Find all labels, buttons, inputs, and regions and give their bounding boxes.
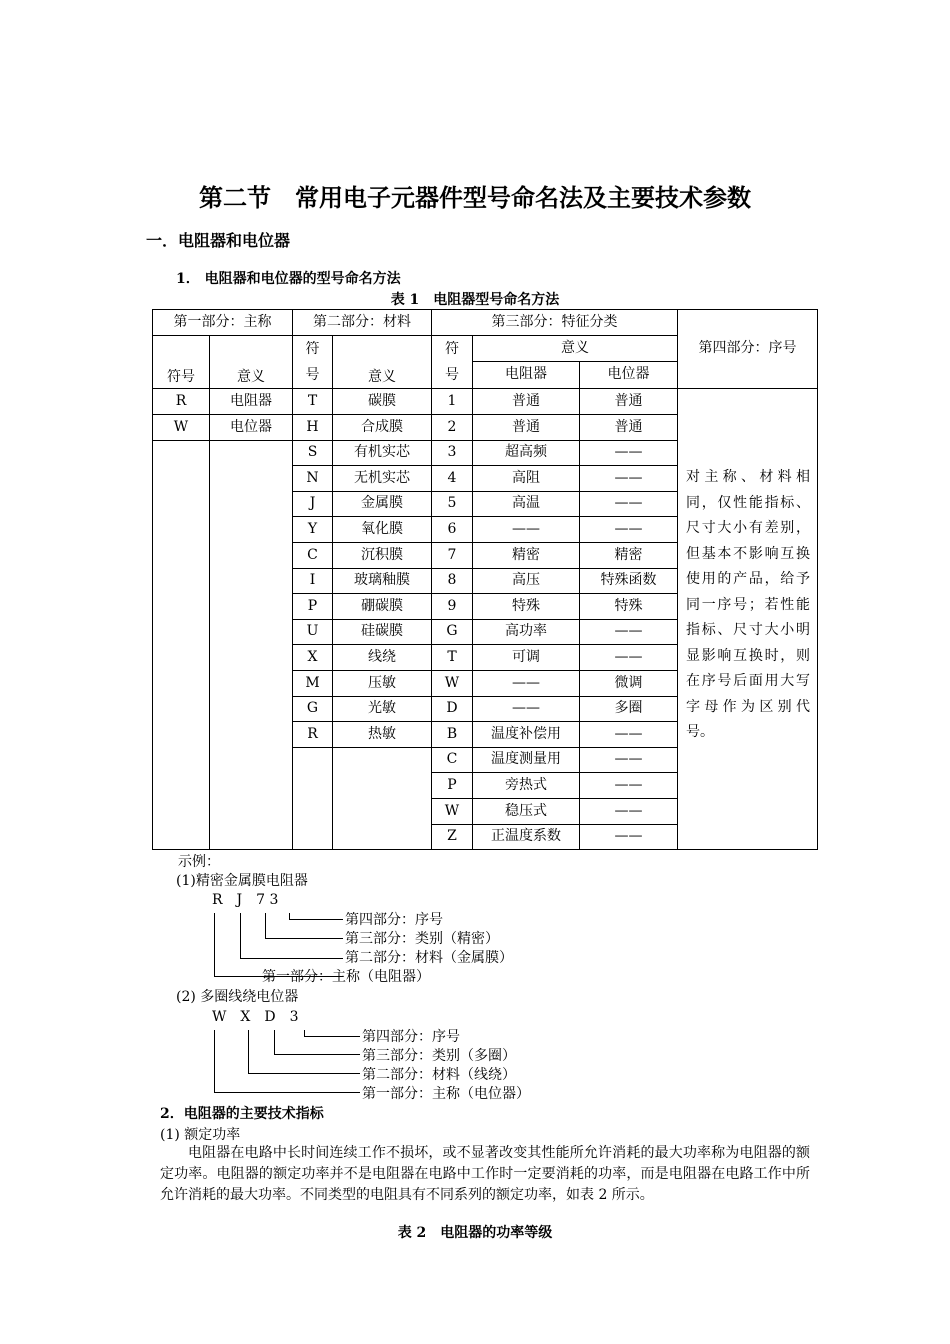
example2-title: (2) 多圈线绕电位器 bbox=[176, 989, 299, 1005]
bracket-line bbox=[240, 958, 343, 959]
part3-resistor-cell: 稳压式 bbox=[473, 798, 580, 824]
part2-meaning-cell: 热敏 bbox=[333, 722, 432, 748]
header-symbol bbox=[293, 336, 333, 389]
part3-symbol-cell: D bbox=[432, 696, 473, 722]
part3-resistor-cell: 特殊 bbox=[473, 594, 580, 620]
part3-symbol-cell: 7 bbox=[432, 542, 473, 568]
part3-symbol-cell: 3 bbox=[432, 440, 473, 466]
part2-symbol-cell: G bbox=[293, 696, 333, 722]
part3-potentiometer-cell: —— bbox=[580, 466, 678, 492]
part3-resistor-cell: 精密 bbox=[473, 542, 580, 568]
example1-title: (1)精密金属膜电阻器 bbox=[176, 873, 308, 889]
part2-symbol-cell: N bbox=[293, 466, 333, 492]
part3-symbol-cell: B bbox=[432, 722, 473, 748]
header-potentiometer: 电位器 bbox=[580, 361, 678, 388]
bracket-line bbox=[214, 1030, 215, 1093]
part2-meaning-cell: 硼碳膜 bbox=[333, 594, 432, 620]
part3-resistor-cell: 普通 bbox=[473, 389, 580, 415]
example1-code: R J 7 3 bbox=[212, 892, 279, 908]
header-meaning: 意义 bbox=[473, 336, 678, 362]
part2-meaning-cell: 有机实芯 bbox=[333, 440, 432, 466]
bracket-line bbox=[289, 919, 343, 920]
part3-potentiometer-cell: 特殊 bbox=[580, 594, 678, 620]
part2-symbol-cell: C bbox=[293, 542, 333, 568]
part2-symbol-cell: R bbox=[293, 722, 333, 748]
header-part2: 第二部分：材料 bbox=[293, 310, 432, 336]
bracket-line bbox=[248, 1030, 249, 1074]
part3-symbol-cell: Z bbox=[432, 824, 473, 850]
part3-resistor-cell: 高功率 bbox=[473, 619, 580, 645]
part2-symbol-cell: I bbox=[293, 568, 333, 594]
part2-meaning-cell: 沉积膜 bbox=[333, 542, 432, 568]
table2-caption: 表 2 电阻器的功率等级 bbox=[397, 1225, 553, 1241]
header-symbol: 符号 bbox=[153, 336, 210, 389]
part3-symbol-cell: W bbox=[432, 670, 473, 696]
body-paragraph: 电阻器在电路中长时间连续工作不损坏，或不显著改变其性能所允许消耗的最大功率称为电阻器的额定功率。电阻器的额定功率并不是电阻器在电路中工作时一定要消耗的功率，而是电阻器在电路工作中所允许消耗的最大功率。不同类型的电阻具有不同系列的额定功率，如表 2 所示。 bbox=[160, 1145, 810, 1203]
part3-potentiometer-cell: —— bbox=[580, 824, 678, 850]
part2-symbol-cell: X bbox=[293, 645, 333, 671]
example1-part: 第二部分：材料（金属膜） bbox=[345, 950, 513, 966]
part2-meaning-cell: 碳膜 bbox=[333, 389, 432, 415]
example1-part: 第四部分：序号 bbox=[345, 912, 443, 928]
table1-caption: 表 1 电阻器型号命名方法 bbox=[390, 292, 560, 308]
part3-potentiometer-cell: —— bbox=[580, 773, 678, 799]
part3-potentiometer-cell: 普通 bbox=[580, 389, 678, 415]
header-part3: 第三部分：特征分类 bbox=[432, 310, 678, 336]
bracket-line bbox=[214, 913, 215, 977]
subsection-heading: 1． 电阻器和电位器的型号命名方法 bbox=[176, 271, 401, 287]
bracket-line bbox=[265, 938, 343, 939]
part3-potentiometer-cell: —— bbox=[580, 645, 678, 671]
part1-meaning-cell: 电位器 bbox=[210, 415, 293, 441]
empty-cell bbox=[210, 440, 293, 850]
bracket-line bbox=[240, 913, 241, 959]
part2-meaning-cell: 合成膜 bbox=[333, 415, 432, 441]
part3-symbol-cell: T bbox=[432, 645, 473, 671]
part2-symbol-cell: P bbox=[293, 594, 333, 620]
part3-symbol-cell: 9 bbox=[432, 594, 473, 620]
part3-resistor-cell: 超高频 bbox=[473, 440, 580, 466]
part3-symbol-cell: 2 bbox=[432, 415, 473, 441]
table-row bbox=[153, 389, 818, 415]
part3-potentiometer-cell: —— bbox=[580, 619, 678, 645]
part3-potentiometer-cell: 微调 bbox=[580, 670, 678, 696]
part3-resistor-cell: 高阻 bbox=[473, 466, 580, 492]
part3-symbol-cell: 8 bbox=[432, 568, 473, 594]
part3-symbol-cell: 6 bbox=[432, 517, 473, 543]
part3-symbol-cell: 5 bbox=[432, 491, 473, 517]
example2-part: 第三部分：类别（多圈） bbox=[362, 1048, 516, 1064]
part1-symbol-cell: R bbox=[153, 389, 210, 415]
header-symbol-top: 符 bbox=[445, 341, 459, 357]
header-symbol-top: 符 bbox=[305, 341, 320, 357]
part3-symbol-cell: 1 bbox=[432, 389, 473, 415]
part2-meaning-cell: 线绕 bbox=[333, 645, 432, 671]
part2-meaning-cell: 压敏 bbox=[333, 670, 432, 696]
part1-meaning-cell: 电阻器 bbox=[210, 389, 293, 415]
bracket-line bbox=[274, 1054, 360, 1055]
header-symbol-bottom: 号 bbox=[445, 367, 459, 383]
part2-meaning-cell: 无机实芯 bbox=[333, 466, 432, 492]
part3-potentiometer-cell: 特殊函数 bbox=[580, 568, 678, 594]
bracket-line bbox=[304, 1036, 360, 1037]
part3-resistor-cell: 温度补偿用 bbox=[473, 722, 580, 748]
example2-part: 第二部分：材料（线绕） bbox=[362, 1067, 516, 1083]
example2-part: 第四部分：序号 bbox=[362, 1029, 460, 1045]
bracket-line bbox=[214, 1092, 360, 1093]
part3-resistor-cell: —— bbox=[473, 696, 580, 722]
bracket-line bbox=[274, 1030, 275, 1055]
part2-meaning-cell: 光敏 bbox=[333, 696, 432, 722]
part2-symbol-cell: U bbox=[293, 619, 333, 645]
part3-potentiometer-cell: —— bbox=[580, 491, 678, 517]
part3-resistor-cell: 高温 bbox=[473, 491, 580, 517]
part3-potentiometer-cell: 普通 bbox=[580, 415, 678, 441]
part3-potentiometer-cell: —— bbox=[580, 747, 678, 773]
page-title: 第二节 常用电子元器件型号命名法及主要技术参数 bbox=[199, 183, 751, 212]
part3-potentiometer-cell: —— bbox=[580, 517, 678, 543]
part3-resistor-cell: —— bbox=[473, 517, 580, 543]
part3-resistor-cell: 普通 bbox=[473, 415, 580, 441]
example1-part: 第一部分：主称（电阻器） bbox=[262, 969, 430, 985]
part3-resistor-cell: —— bbox=[473, 670, 580, 696]
part3-symbol-cell: C bbox=[432, 747, 473, 773]
part3-symbol-cell: G bbox=[432, 619, 473, 645]
header-part1: 第一部分：主称 bbox=[153, 310, 293, 336]
part3-resistor-cell: 温度测量用 bbox=[473, 747, 580, 773]
header-symbol bbox=[432, 336, 473, 389]
part2-symbol-cell: H bbox=[293, 415, 333, 441]
part3-potentiometer-cell: 精密 bbox=[580, 542, 678, 568]
header-symbol-bottom: 号 bbox=[305, 367, 320, 383]
header-resistor: 电阻器 bbox=[473, 361, 580, 388]
part3-potentiometer-cell: —— bbox=[580, 798, 678, 824]
part3-resistor-cell: 旁热式 bbox=[473, 773, 580, 799]
empty-cell bbox=[293, 747, 333, 849]
part4-description-cell: 对主称、材料相同，仅性能指标、尺寸大小有差别，但基本不影响互换使用的产品，给予同一序号；若性能指标、尺寸大小明显影响互换时，则在序号后面用大写字母作为区别代号。 bbox=[678, 389, 818, 850]
item-heading: (1) 额定功率 bbox=[160, 1127, 241, 1143]
part2-meaning-cell: 金属膜 bbox=[333, 491, 432, 517]
header-meaning: 意义 bbox=[210, 336, 293, 389]
part2-symbol-cell: T bbox=[293, 389, 333, 415]
example-label: 示例： bbox=[178, 854, 220, 870]
example1-part: 第三部分：类别（精密） bbox=[345, 931, 499, 947]
part3-potentiometer-cell: —— bbox=[580, 722, 678, 748]
part3-potentiometer-cell: —— bbox=[580, 440, 678, 466]
part3-symbol-cell: W bbox=[432, 798, 473, 824]
bracket-line bbox=[248, 1073, 360, 1074]
part3-symbol-cell: 4 bbox=[432, 466, 473, 492]
part2-symbol-cell: S bbox=[293, 440, 333, 466]
part2-meaning-cell: 氧化膜 bbox=[333, 517, 432, 543]
part3-potentiometer-cell: 多圈 bbox=[580, 696, 678, 722]
part2-meaning-cell: 硅碳膜 bbox=[333, 619, 432, 645]
subsection-heading: 2．电阻器的主要技术指标 bbox=[160, 1106, 324, 1122]
section-heading: 一．电阻器和电位器 bbox=[146, 231, 291, 250]
part3-resistor-cell: 高压 bbox=[473, 568, 580, 594]
empty-cell bbox=[153, 440, 210, 850]
part3-resistor-cell: 正温度系数 bbox=[473, 824, 580, 850]
header-meaning: 意义 bbox=[333, 336, 432, 389]
part1-symbol-cell: W bbox=[153, 415, 210, 441]
resistor-naming-table bbox=[152, 309, 818, 850]
part2-symbol-cell: J bbox=[293, 491, 333, 517]
example2-code: W X D 3 bbox=[212, 1009, 299, 1025]
part3-resistor-cell: 可调 bbox=[473, 645, 580, 671]
example2-part: 第一部分：主称（电位器） bbox=[362, 1086, 530, 1102]
empty-cell bbox=[333, 747, 432, 849]
part2-meaning-cell: 玻璃釉膜 bbox=[333, 568, 432, 594]
part2-symbol-cell: M bbox=[293, 670, 333, 696]
part2-symbol-cell: Y bbox=[293, 517, 333, 543]
part3-symbol-cell: P bbox=[432, 773, 473, 799]
header-part4: 第四部分：序号 bbox=[678, 310, 818, 389]
bracket-line bbox=[265, 913, 266, 939]
